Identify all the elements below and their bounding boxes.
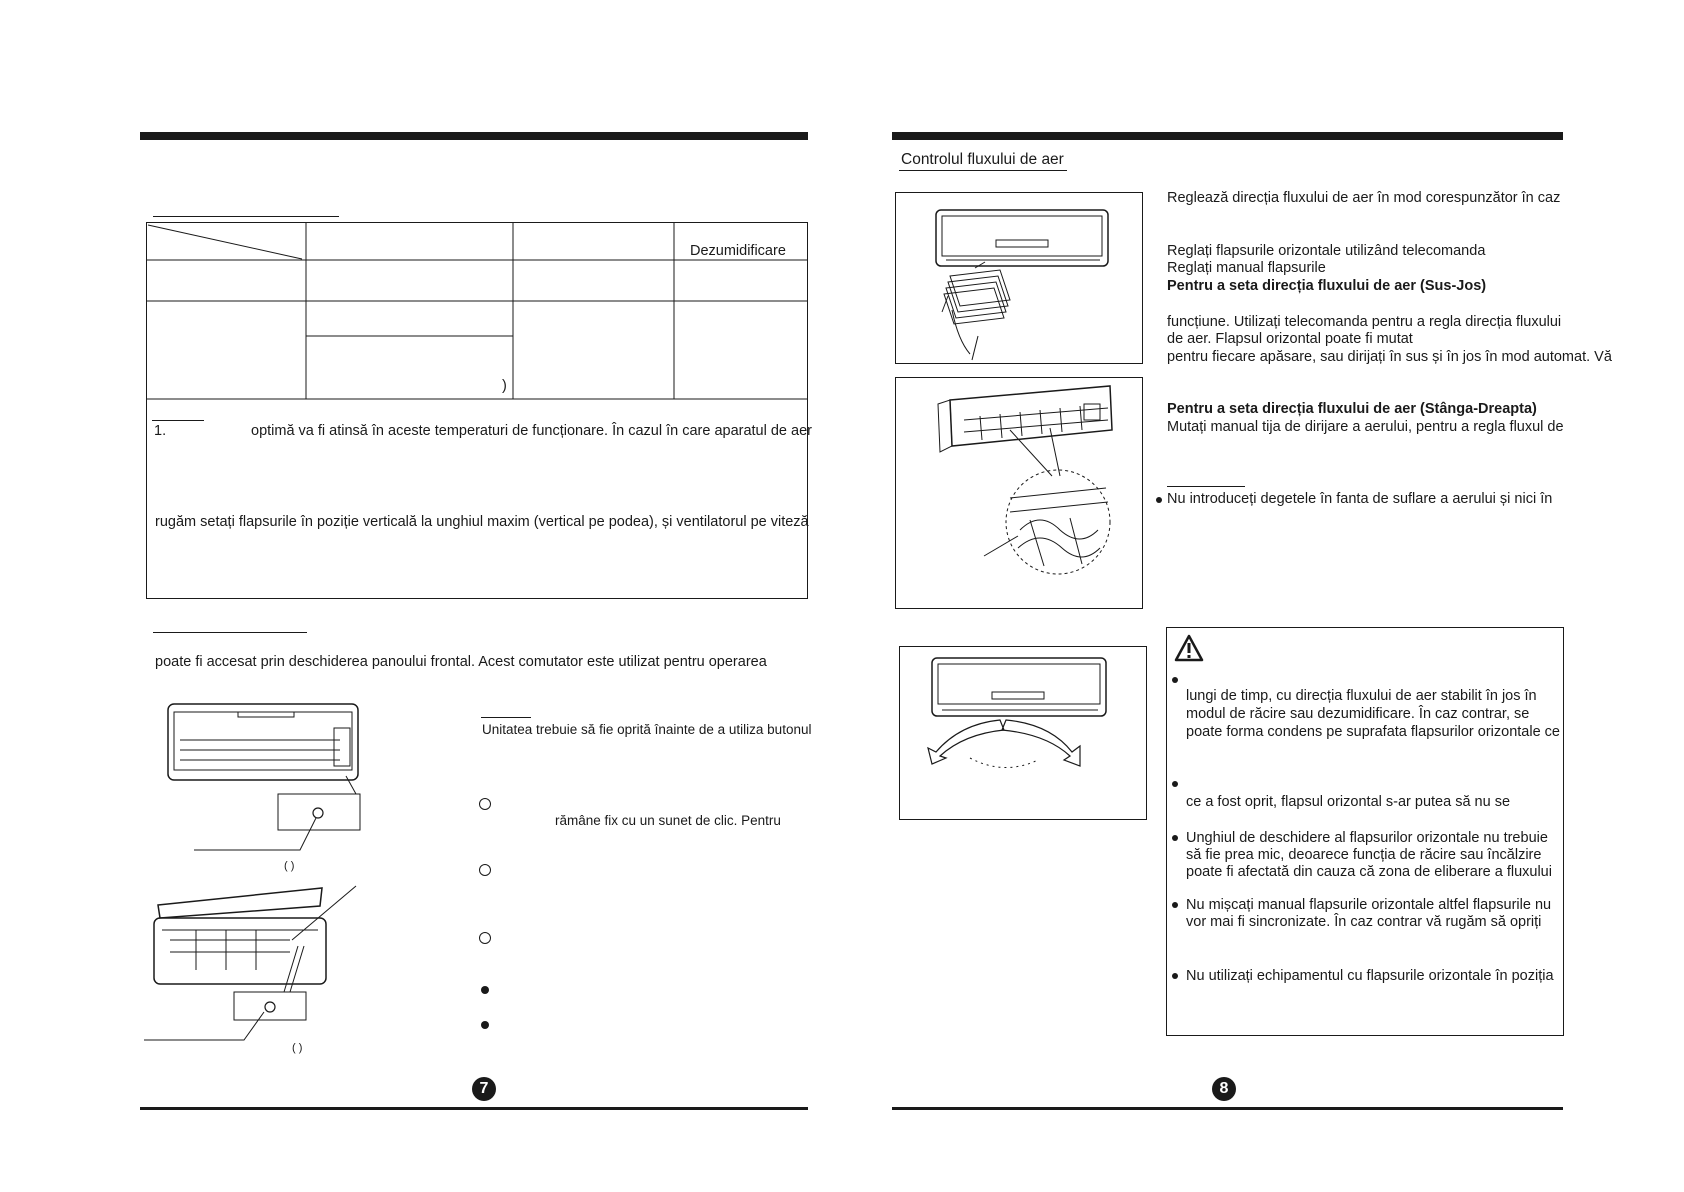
updown-title: Pentru a seta direcția fluxului de aer (Sus-Jos) [1167, 278, 1487, 294]
page-number-right: 8 [1212, 1077, 1236, 1101]
switch-position-label-1: ( ) [284, 860, 295, 872]
airflow-text-2: Reglați flapsurile orizontale utilizând telecomanda [1167, 243, 1486, 259]
warning-bullet-3 [1172, 835, 1178, 841]
manual-note: Unitatea trebuie să fie oprită înainte de a utiliza butonul [482, 722, 812, 737]
airflow-text-1: Reglează direcția fluxului de aer în mod corespunzător în caz [1167, 190, 1561, 206]
step-1-text: rămâne fix cu un sunet de clic. Pentru [555, 813, 781, 828]
note-number: 1. [154, 423, 167, 439]
table-header-dehumidify: Dezumidificare [690, 243, 786, 259]
warning-3-line-2: să fie prea mic, deoarece funcția de răcire sau încălzire [1186, 847, 1542, 863]
airflow-text-3: Reglați manual flapsurile [1167, 260, 1326, 276]
warning-bullet-5 [1172, 973, 1178, 979]
leftright-title: Pentru a seta direcția fluxului de aer (Stânga-Dreapta) [1167, 401, 1537, 417]
updown-text-3: pentru fiecare apăsare, sau dirijați în sus și în jos în mod automat. Vă [1167, 349, 1612, 365]
warning-4-line-2: vor mai fi sincronizate. În caz contrar vă rugăm să opriți [1186, 914, 1542, 930]
warning-5-line-1: Nu utilizați echipamentul cu flapsurile orizontale în poziția [1186, 968, 1554, 984]
manual-intro: poate fi accesat prin deschiderea panoului frontal. Acest comutator este utilizat pentru operarea [155, 654, 767, 670]
right-page-title: Controlul fluxului de aer [901, 151, 1064, 168]
warning-bullet-4 [1172, 902, 1178, 908]
caution-text-1: Nu introduceți degetele în fanta de suflare a aerului și nici în [1167, 491, 1553, 507]
updown-text-2: de aer. Flapsul orizontal poate fi mutat [1167, 331, 1413, 347]
warning-1-line-2: modul de răcire sau dezumidificare. În caz contrar, se [1186, 706, 1530, 722]
page-number-left: 7 [472, 1077, 496, 1101]
warning-1-line-3: poate forma condens pe suprafata flapsurilor orizontale ce [1186, 724, 1560, 740]
right-bottom-rule [892, 1107, 1563, 1110]
note-line-1: optimă va fi atinsă în aceste temperaturi de funcționare. În cazul în care aparatul de aer [251, 423, 812, 439]
warning-3-line-1: Unghiul de deschidere al flapsurilor orizontale nu trebuie [1186, 830, 1548, 846]
table-paren: ) [502, 378, 507, 394]
warning-bullet-2 [1172, 781, 1178, 787]
updown-text-1: funcțiune. Utilizați telecomanda pentru a regla direcția fluxului [1167, 314, 1562, 330]
switch-position-label-2: ( ) [292, 1042, 303, 1054]
warning-1-line-1: lungi de timp, cu direcția fluxului de aer stabilit în jos în [1186, 688, 1537, 704]
warning-2-line-1: ce a fost oprit, flapsul orizontal s-ar putea să nu se [1186, 794, 1511, 810]
warning-3-line-3: poate fi afectată din cauza că zona de eliberare a fluxului [1186, 864, 1552, 880]
warning-bullet-1 [1172, 677, 1178, 683]
leftright-text-1: Mutați manual tija de dirijare a aerului, pentru a regla fluxul de [1167, 419, 1564, 435]
warning-4-line-1: Nu mișcați manual flapsurile orizontale altfel flapsurile nu [1186, 897, 1552, 913]
warning-triangle-icon [1174, 634, 1204, 662]
note-line-2: rugăm setați flapsurile în poziție verticală la unghiul maxim (vertical pe podea), și ventilatorul pe viteză [155, 514, 809, 530]
